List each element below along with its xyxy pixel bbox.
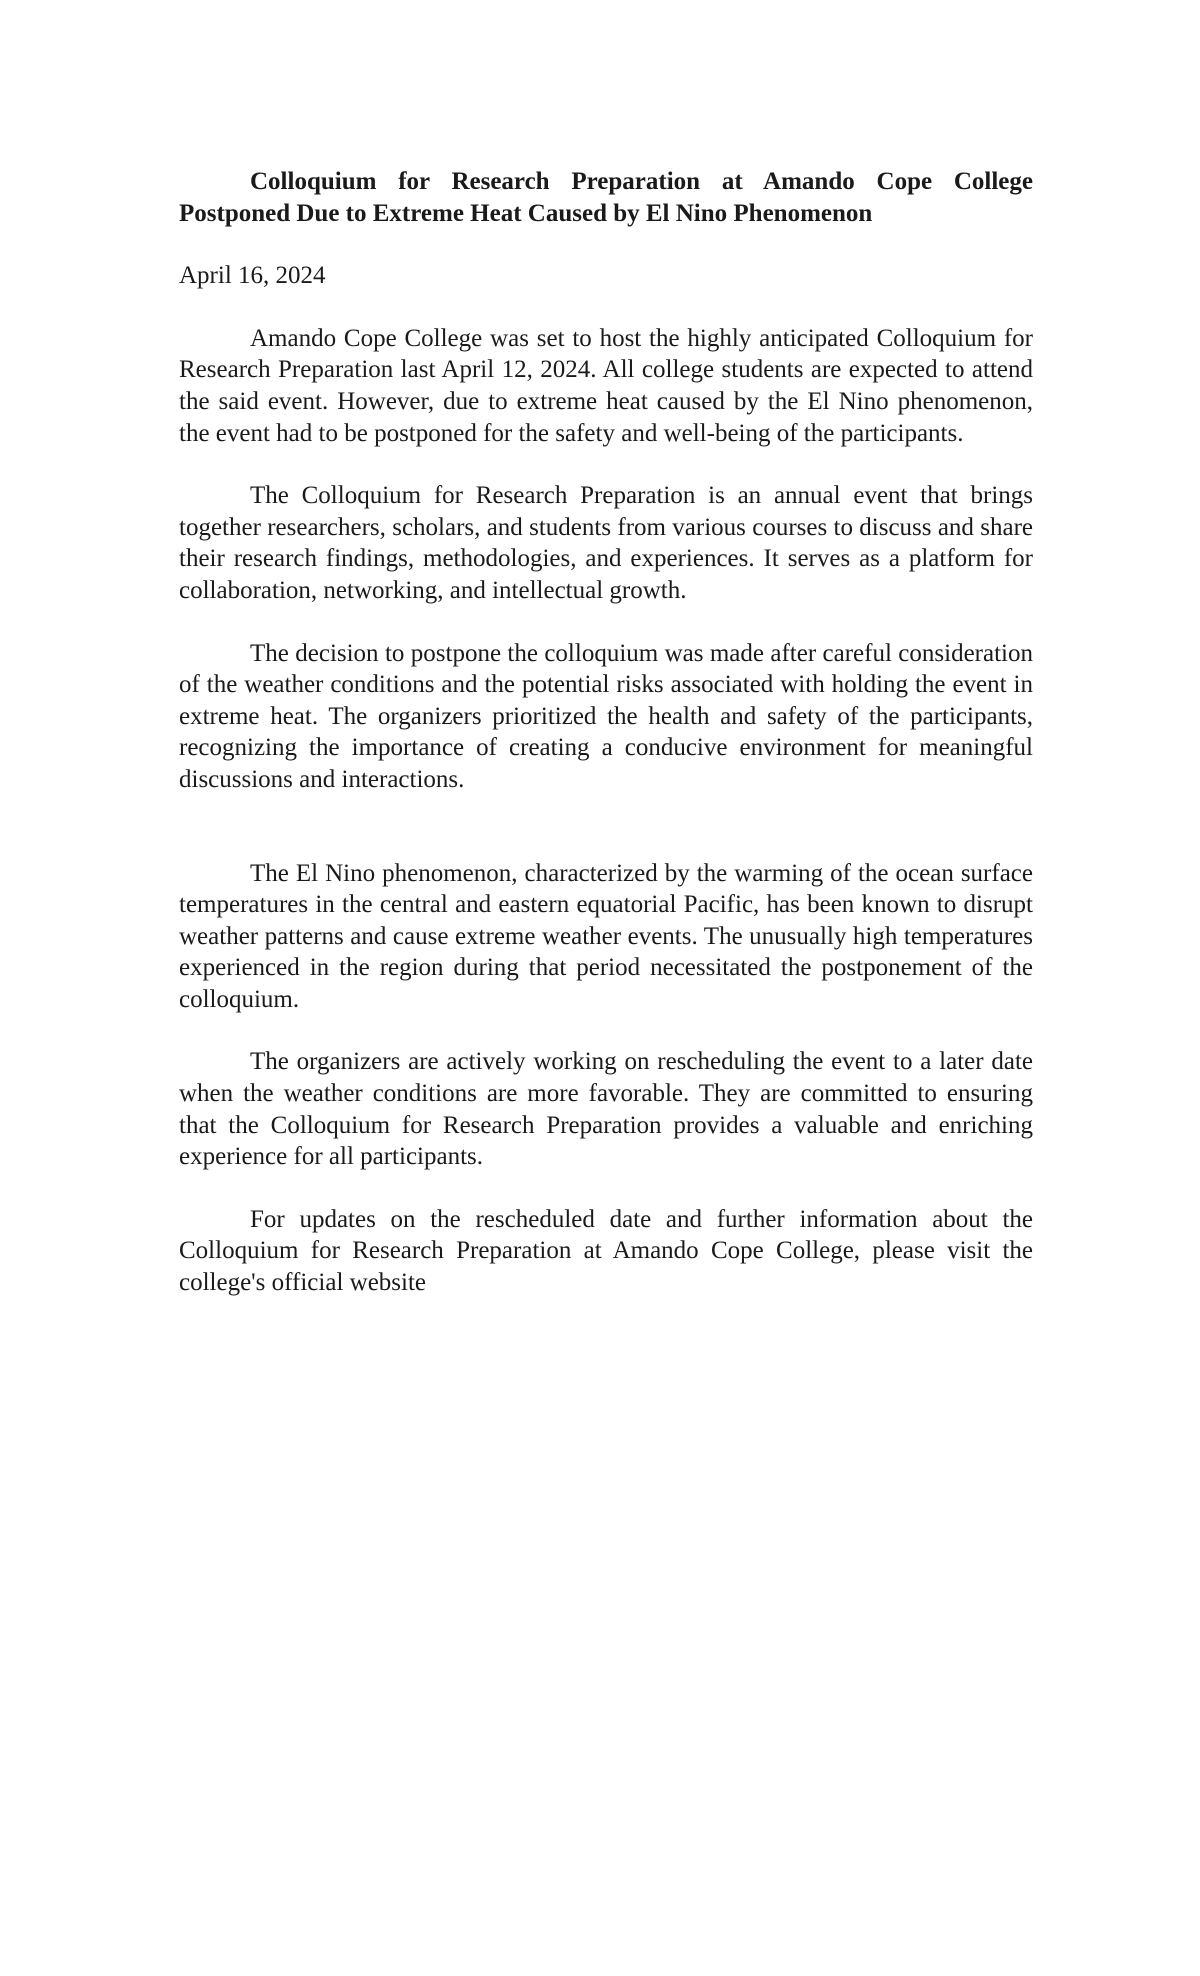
- paragraph-decision: The decision to postpone the colloquium was made after careful consideration of the weather conditions and the potential risks associated with holding the event in extreme heat. The organizers prioritized the health and safety of the participants, recognizing the importance of creating a conducive environment for meaningful discussions and interactions.: [179, 639, 1033, 793]
- paragraph-about-event: The Colloquium for Research Preparation is an annual event that brings together researchers, scholars, and students from various courses to discuss and share their research findings, methodologies, and experiences. It serves as a platform for collaboration, networking, and intellectual growth.: [179, 482, 1033, 604]
- article-title: Colloquium for Research Preparation at Amando Cope College Postponed Due to Extreme Heat Caused by El Nino Phenomenon: [179, 168, 1033, 227]
- article-body: [179, 166, 1033, 1330]
- paragraph-updates: For updates on the rescheduled date and further information about the Colloquium for Research Preparation at Amando Cope College, please visit the college's official website: [179, 1205, 1033, 1297]
- paragraph-rescheduling: The organizers are actively working on rescheduling the event to a later date when the weather conditions are more favorable. They are committed to ensuring that the Colloquium for Research Preparation provides a valuable and enriching experience for all participants.: [179, 1048, 1033, 1171]
- paragraph-el-nino: The El Nino phenomenon, characterized by the warming of the ocean surface temperatures in the central and eastern equatorial Pacific, has been known to disrupt weather patterns and cause extreme weather events. The unusually high temperatures experienced in the region during that period necessitated the postponement of the colloquium.: [179, 859, 1033, 1013]
- article-date: April 16, 2024: [179, 262, 326, 290]
- paragraph-intro: Amando Cope College was set to host the highly anticipated Colloquium for Research Preparation last April 12, 2024. All college students are expected to attend the said event. However, due to extreme heat caused by the El Nino phenomenon, the event had to be postponed for the safety and well-being of the participants.: [179, 324, 1033, 447]
